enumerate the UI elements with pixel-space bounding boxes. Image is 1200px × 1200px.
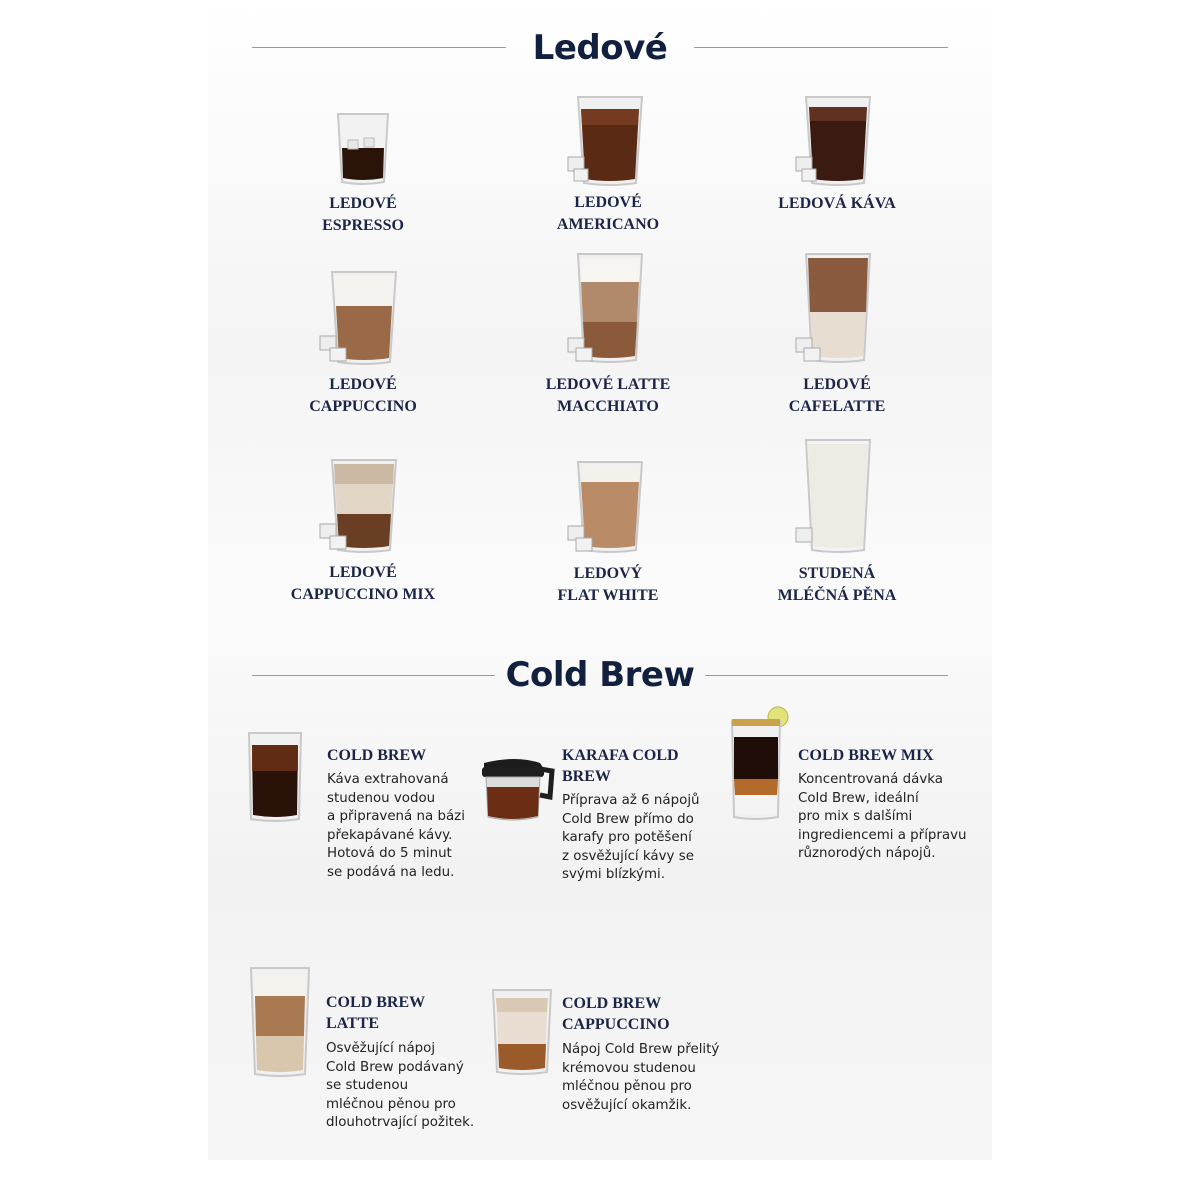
iced-latte-macchiato-glass-icon bbox=[566, 252, 646, 364]
cold-brew-cappuccino-glass-icon bbox=[490, 988, 554, 1076]
iced-cappuccino-glass-icon bbox=[318, 270, 400, 366]
iced-coffee-label: LEDOVÁ KÁVA bbox=[778, 195, 896, 212]
iced-cappuccino-mix-glass-icon bbox=[318, 458, 400, 554]
cold-brew-description: Káva extrahovaná studenou vodou a připravená na bázi překapávané kávy. Hotová do 5 minut se podává na ledu. bbox=[327, 772, 465, 880]
iced-flat-white-label: LEDOVÝ FLAT WHITE bbox=[557, 565, 659, 604]
cold-brew-cappuccino-title: COLD BREW CAPPUCCINO bbox=[562, 995, 670, 1033]
iced-americano-label: LEDOVÉ AMERICANO bbox=[556, 194, 660, 233]
iced-cappuccino-label: LEDOVÉ CAPPUCCINO bbox=[309, 376, 417, 415]
iced-flat-white-glass-icon bbox=[566, 460, 646, 554]
cold-brew-latte-glass-icon bbox=[248, 966, 312, 1078]
cold-milk-foam-label: STUDENÁ MLÉČNÁ PĚNA bbox=[777, 565, 897, 604]
iced-espresso-glass-icon bbox=[334, 110, 392, 186]
cold-brew-mix-title: COLD BREW MIX bbox=[798, 747, 934, 764]
cold-brew-title: COLD BREW bbox=[327, 747, 427, 764]
iced-espresso-label: LEDOVÉ ESPRESSO bbox=[322, 195, 404, 234]
cold-brew-latte-description: Osvěžující nápoj Cold Brew podávaný se studenou mléčnou pěnou pro dlouhotrvající požitek. bbox=[326, 1041, 475, 1131]
section-title-iced: Ledové bbox=[532, 28, 668, 68]
cold-brew-glass-icon bbox=[246, 731, 304, 823]
iced-cafelatte-label: LEDOVÉ CAFELATTE bbox=[788, 376, 886, 415]
iced-cappuccino-mix-label: LEDOVÉ CAPPUCCINO MIX bbox=[290, 564, 436, 603]
cold-brew-carafe-description: Příprava až 6 nápojů Cold Brew přímo do karafy pro potěšení z osvěžující kávy se svými blízkými. bbox=[562, 793, 700, 883]
iced-cafelatte-glass-icon bbox=[794, 252, 874, 364]
section-title-cold-brew: Cold Brew bbox=[505, 655, 695, 695]
iced-latte-macchiato-label: LEDOVÉ LATTE MACCHIATO bbox=[545, 376, 671, 415]
cold-brew-carafe-icon bbox=[478, 753, 556, 823]
cold-brew-latte-title: COLD BREW LATTE bbox=[326, 994, 426, 1032]
cold-brew-mix-description: Koncentrovaná dávka Cold Brew, ideální pro mix s dalšími ingrediencemi a přípravu různorodých nápojů. bbox=[798, 772, 967, 862]
iced-americano-glass-icon bbox=[566, 95, 646, 187]
cold-brew-cappuccino-description: Nápoj Cold Brew přelitý krémovou studenou mléčnou pěnou pro osvěžující okamžik. bbox=[562, 1042, 720, 1113]
cold-brew-mix-glass-icon bbox=[726, 703, 792, 821]
cold-milk-foam-glass-icon bbox=[794, 438, 874, 554]
iced-coffee-glass-icon bbox=[794, 95, 874, 187]
cold-brew-carafe-title: KARAFA COLD BREW bbox=[562, 747, 679, 785]
